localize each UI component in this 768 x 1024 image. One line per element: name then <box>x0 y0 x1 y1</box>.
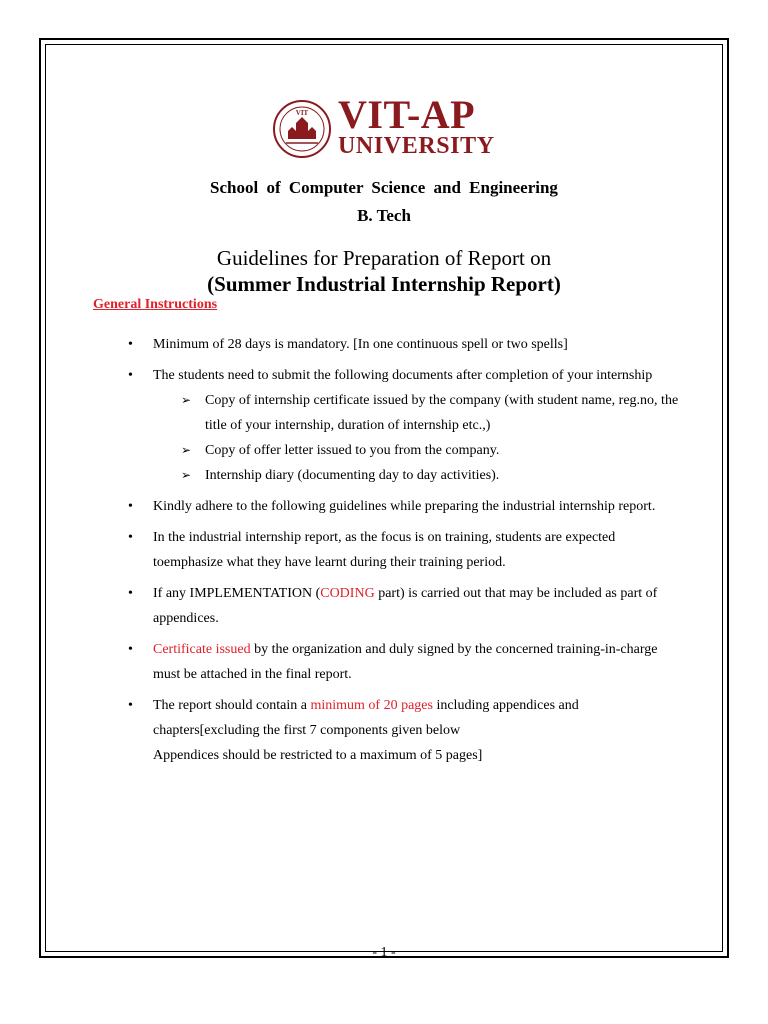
university-logo <box>272 92 502 161</box>
list-item: • Minimum of 28 days is mandatory. [In one continuous spell or two spells] <box>128 332 688 357</box>
svg-text:VIT: VIT <box>295 109 309 117</box>
highlight-text: CODING <box>320 586 375 601</box>
list-item: • Kindly adhere to the following guidelines while preparing the industrial internship report. <box>128 494 688 519</box>
highlight-text: minimum of 20 pages <box>310 698 433 713</box>
list-item: • Certificate issued by the organization and duly signed by the concerned training-in-charge must be attached in the final report. <box>128 637 688 687</box>
guidelines-title: Guidelines for Preparation of Report on <box>216 246 552 270</box>
list-item: • The students need to submit the following documents after completion of your internship ➢ Copy of internship certificate issued by the company (with student name, reg.no, the title of your internship, duration of internship etc.,) ➢ Copy of offer letter issued to you from the company. ➢ Internship diary (documenting day to day activities). <box>128 363 688 488</box>
logo-title: VIT-AP <box>338 92 476 137</box>
logo-subtitle: UNIVERSITY <box>338 133 495 159</box>
university-seal-icon <box>272 99 332 159</box>
sub-list-item: ➢ Copy of internship certificate issued by the company (with student name, reg.no, the title of your internship, duration of internship etc.,) <box>181 388 688 438</box>
report-title: (Summer Industrial Internship Report) <box>207 272 561 296</box>
sub-list-item: ➢ Internship diary (documenting day to day activities). <box>181 463 688 488</box>
school-name: School of Computer Science and Engineering <box>210 178 558 197</box>
section-heading: General Instructions <box>93 297 218 312</box>
sub-list-item: ➢ Copy of offer letter issued to you from the company. <box>181 438 688 463</box>
instruction-list <box>128 332 688 774</box>
degree-name: B. Tech <box>357 206 411 225</box>
list-item: • If any IMPLEMENTATION (CODING part) is carried out that may be included as part of appendices. <box>128 581 688 631</box>
page-number: - 1 - <box>372 945 396 960</box>
list-item: • The report should contain a minimum of 20 pages including appendices and chapters[excluding the first 7 components given below Appendices should be restricted to a maximum of 5 pages] <box>128 693 688 768</box>
list-item: • In the industrial internship report, as the focus is on training, students are expected toemphasize what they have learnt during their training period. <box>128 525 688 575</box>
sub-list <box>181 388 688 488</box>
highlight-text: Certificate issued <box>153 642 251 657</box>
